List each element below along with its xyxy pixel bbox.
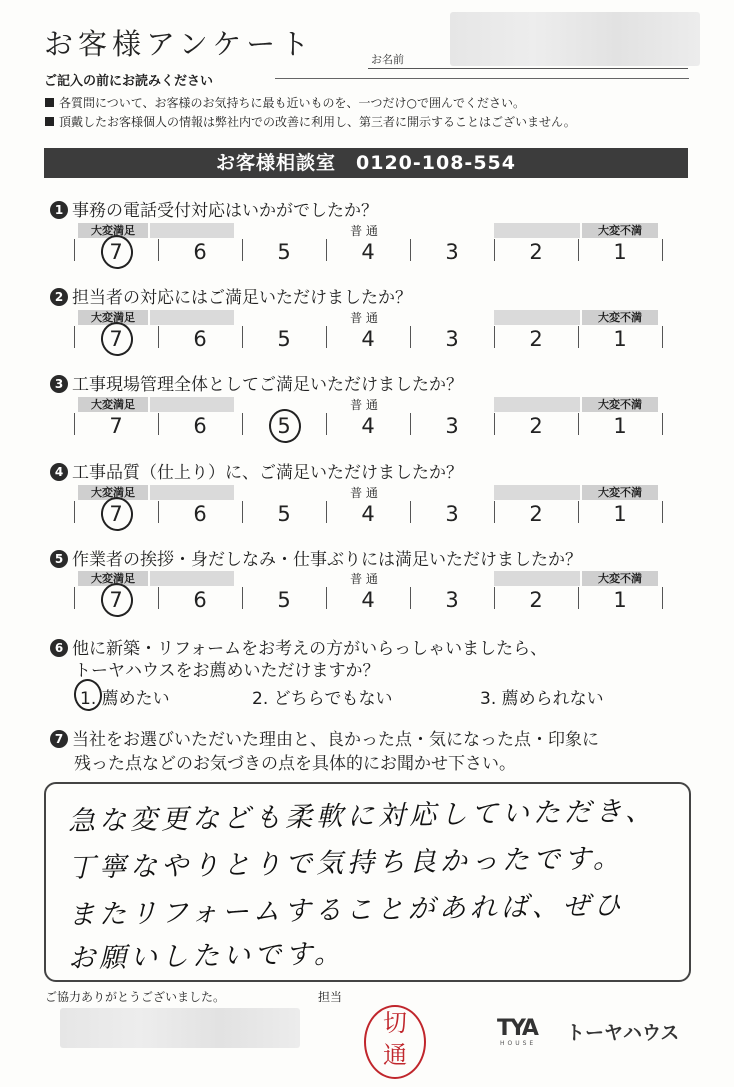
scale-divider <box>74 587 75 609</box>
scale-divider <box>74 326 75 348</box>
note-1: 各質問について、お客様のお気持ちに最も近いものを、一つだけ○で囲んでください。 <box>45 94 525 111</box>
scale-label-left: 大変満足 <box>78 485 148 500</box>
square-bullet-icon <box>45 98 54 107</box>
scale-value-6[interactable]: 6 <box>193 414 207 438</box>
scale-label-right: 大変不満 <box>582 397 658 412</box>
scale-shade <box>150 485 234 500</box>
scale-divider <box>410 501 411 523</box>
scale-shade <box>494 485 580 500</box>
hotline-banner: お客様相談室 0120-108-554 <box>44 148 688 178</box>
scale-divider <box>158 413 159 435</box>
scale-label-right: 大変不満 <box>582 485 658 500</box>
scale-divider <box>410 239 411 261</box>
scale-divider <box>410 587 411 609</box>
rating-scale-3[interactable] <box>74 396 658 444</box>
scale-value-3[interactable]: 3 <box>445 588 459 612</box>
scale-value-7[interactable]: 7 <box>109 414 123 438</box>
question-6-line2: トーヤハウスをお薦めいただけますか？ <box>74 661 380 681</box>
scale-divider <box>242 587 243 609</box>
q3-number-badge: 3 <box>50 375 68 393</box>
scale-divider <box>158 326 159 348</box>
name-field[interactable] <box>368 68 688 69</box>
scale-divider <box>242 501 243 523</box>
scale-value-2[interactable]: 2 <box>529 502 543 526</box>
scale-divider <box>494 413 495 435</box>
q6-number-badge: 6 <box>50 639 68 657</box>
scale-shade <box>494 223 580 238</box>
divider <box>275 78 689 79</box>
scale-shade <box>494 571 580 586</box>
scale-value-3[interactable]: 3 <box>445 327 459 351</box>
scale-divider <box>662 239 663 261</box>
pre-read-heading: ご記入の前にお読みください <box>44 74 214 89</box>
scale-label-left: 大変満足 <box>78 223 148 238</box>
scale-value-3[interactable]: 3 <box>445 240 459 264</box>
selection-circle <box>99 495 135 533</box>
scale-divider <box>578 239 579 261</box>
rating-scale-4[interactable] <box>74 484 658 532</box>
scale-value-7[interactable]: 7 <box>109 502 123 526</box>
scale-divider <box>326 413 327 435</box>
scale-divider <box>494 587 495 609</box>
q5-number-badge: 5 <box>50 550 68 568</box>
scale-value-3[interactable]: 3 <box>445 502 459 526</box>
scale-divider <box>326 239 327 261</box>
scale-shade <box>150 397 234 412</box>
scale-value-7[interactable]: 7 <box>109 240 123 264</box>
scale-divider <box>494 326 495 348</box>
question-4: 4 工事品質（仕上り）に、ご満足いただけましたか？ <box>50 458 463 483</box>
scale-value-4[interactable]: 4 <box>361 414 375 438</box>
scale-divider <box>662 413 663 435</box>
q1-number-badge: 1 <box>50 201 68 219</box>
scale-divider <box>158 501 159 523</box>
rating-scale-2[interactable] <box>74 309 658 357</box>
scale-value-6[interactable]: 6 <box>193 588 207 612</box>
scale-divider <box>326 501 327 523</box>
selection-circle <box>267 407 303 445</box>
scale-value-5[interactable]: 5 <box>277 240 291 264</box>
q6-option-2[interactable]: 2. どちらでもない <box>252 689 393 709</box>
question-7-line2: 残った点などのお気づきの点を具体的にお聞かせ下さい。 <box>74 754 516 774</box>
scale-value-4[interactable]: 4 <box>361 588 375 612</box>
scale-value-4[interactable]: 4 <box>361 327 375 351</box>
scale-divider <box>74 413 75 435</box>
redacted-name <box>450 12 700 66</box>
scale-label-right: 大変不満 <box>582 571 658 586</box>
scale-value-7[interactable]: 7 <box>109 327 123 351</box>
scale-divider <box>158 239 159 261</box>
selection-circle <box>99 233 135 271</box>
scale-label-mid: 普 通 <box>350 486 378 500</box>
scale-value-2[interactable]: 2 <box>529 327 543 351</box>
scale-divider <box>578 326 579 348</box>
scale-label-right: 大変不満 <box>582 310 658 325</box>
scale-label-mid: 普 通 <box>350 224 378 238</box>
thanks-text: ご協力ありがとうございました。 <box>45 990 226 1004</box>
scale-label-left: 大変満足 <box>78 571 148 586</box>
scale-divider <box>158 587 159 609</box>
scale-divider <box>74 501 75 523</box>
scale-value-5[interactable]: 5 <box>277 588 291 612</box>
scale-shade <box>150 223 234 238</box>
scale-value-3[interactable]: 3 <box>445 414 459 438</box>
scale-value-1[interactable]: 1 <box>613 327 627 351</box>
answer-line-3: またリフォームすることがあれば、ぜひ <box>67 890 625 931</box>
rating-scale-1[interactable] <box>74 222 658 270</box>
q4-number-badge: 4 <box>50 463 68 481</box>
scale-value-1[interactable]: 1 <box>613 240 627 264</box>
company-logo: TYA <box>497 1016 537 1041</box>
selection-circle <box>99 581 135 619</box>
square-bullet-icon <box>45 117 54 126</box>
scale-value-2[interactable]: 2 <box>529 240 543 264</box>
scale-divider <box>74 239 75 261</box>
question-7-line1: 7 当社をお選びいただいた理由と、良かった点・気になった点・印象に <box>50 725 599 750</box>
scale-divider <box>494 239 495 261</box>
note-2: 頂戴したお客様個人の情報は弊社内での改善に利用し、第三者に開示することはございません。 <box>45 113 576 130</box>
q2-number-badge: 2 <box>50 288 68 306</box>
scale-value-6[interactable]: 6 <box>193 327 207 351</box>
question-6-line1: 6 他に新築・リフォームをお考えの方がいらっしゃいましたら、 <box>50 634 547 659</box>
scale-divider <box>662 326 663 348</box>
q6-option-3[interactable]: 3. 薦められない <box>480 689 604 709</box>
scale-divider <box>578 413 579 435</box>
company-name: トーヤハウス <box>566 1022 680 1044</box>
scale-divider <box>242 326 243 348</box>
hanko-stamp <box>364 1005 426 1079</box>
scale-value-2[interactable]: 2 <box>529 588 543 612</box>
survey-title: お客様アンケート <box>44 27 315 61</box>
scale-value-1[interactable]: 1 <box>613 502 627 526</box>
q7-number-badge: 7 <box>50 730 68 748</box>
scale-value-4[interactable]: 4 <box>361 240 375 264</box>
staff-label: 担当 <box>318 990 343 1004</box>
scale-shade <box>150 571 234 586</box>
answer-line-1: 急な変更なども柔軟に対応していただき、 <box>67 795 657 838</box>
scale-label-right: 大変不満 <box>582 223 658 238</box>
question-2: 2 担当者の対応にはご満足いただけましたか？ <box>50 283 412 308</box>
scale-divider <box>578 587 579 609</box>
scale-shade <box>494 310 580 325</box>
question-1: 1 事務の電話受付対応はいかがでしたか？ <box>50 196 378 221</box>
scale-label-left: 大変満足 <box>78 310 148 325</box>
scale-label-mid: 普 通 <box>350 572 378 586</box>
name-label: お名前 <box>371 53 404 66</box>
scale-value-5[interactable]: 5 <box>277 502 291 526</box>
scale-divider <box>242 239 243 261</box>
scale-divider <box>494 501 495 523</box>
scale-value-5[interactable]: 5 <box>277 414 291 438</box>
answer-line-2: 丁寧なやりとりで気持ち良かったです。 <box>67 843 625 884</box>
scale-label-mid: 普 通 <box>350 398 378 412</box>
redacted-staff <box>60 1008 300 1048</box>
scale-value-1[interactable]: 1 <box>613 588 627 612</box>
scale-value-1[interactable]: 1 <box>613 414 627 438</box>
scale-shade <box>494 397 580 412</box>
company-logo-sub: HOUSE <box>500 1040 537 1047</box>
scale-label-mid: 普 通 <box>350 311 378 325</box>
selection-circle <box>99 320 135 358</box>
scale-value-7[interactable]: 7 <box>109 588 123 612</box>
stamp-character: 切 <box>383 1009 407 1037</box>
question-5: 5 作業者の挨拶・身だしなみ・仕事ぶりには満足いただけましたか？ <box>50 545 582 570</box>
scale-divider <box>410 326 411 348</box>
scale-divider <box>326 326 327 348</box>
rating-scale-5[interactable] <box>74 570 658 618</box>
scale-divider <box>578 501 579 523</box>
scale-value-6[interactable]: 6 <box>193 240 207 264</box>
scale-divider <box>662 587 663 609</box>
stamp-character: 通 <box>383 1041 407 1069</box>
scale-value-4[interactable]: 4 <box>361 502 375 526</box>
scale-value-5[interactable]: 5 <box>277 327 291 351</box>
q6-option-1[interactable]: 1. 薦めたい <box>80 689 170 709</box>
question-3: 3 工事現場管理全体としてご満足いただけましたか？ <box>50 370 463 395</box>
scale-divider <box>326 587 327 609</box>
scale-divider <box>410 413 411 435</box>
scale-value-6[interactable]: 6 <box>193 502 207 526</box>
scale-divider <box>242 413 243 435</box>
scale-value-2[interactable]: 2 <box>529 414 543 438</box>
scale-shade <box>150 310 234 325</box>
answer-line-4: お願いしたいです。 <box>67 938 346 975</box>
scale-divider <box>662 501 663 523</box>
scale-label-left: 大変満足 <box>78 397 148 412</box>
